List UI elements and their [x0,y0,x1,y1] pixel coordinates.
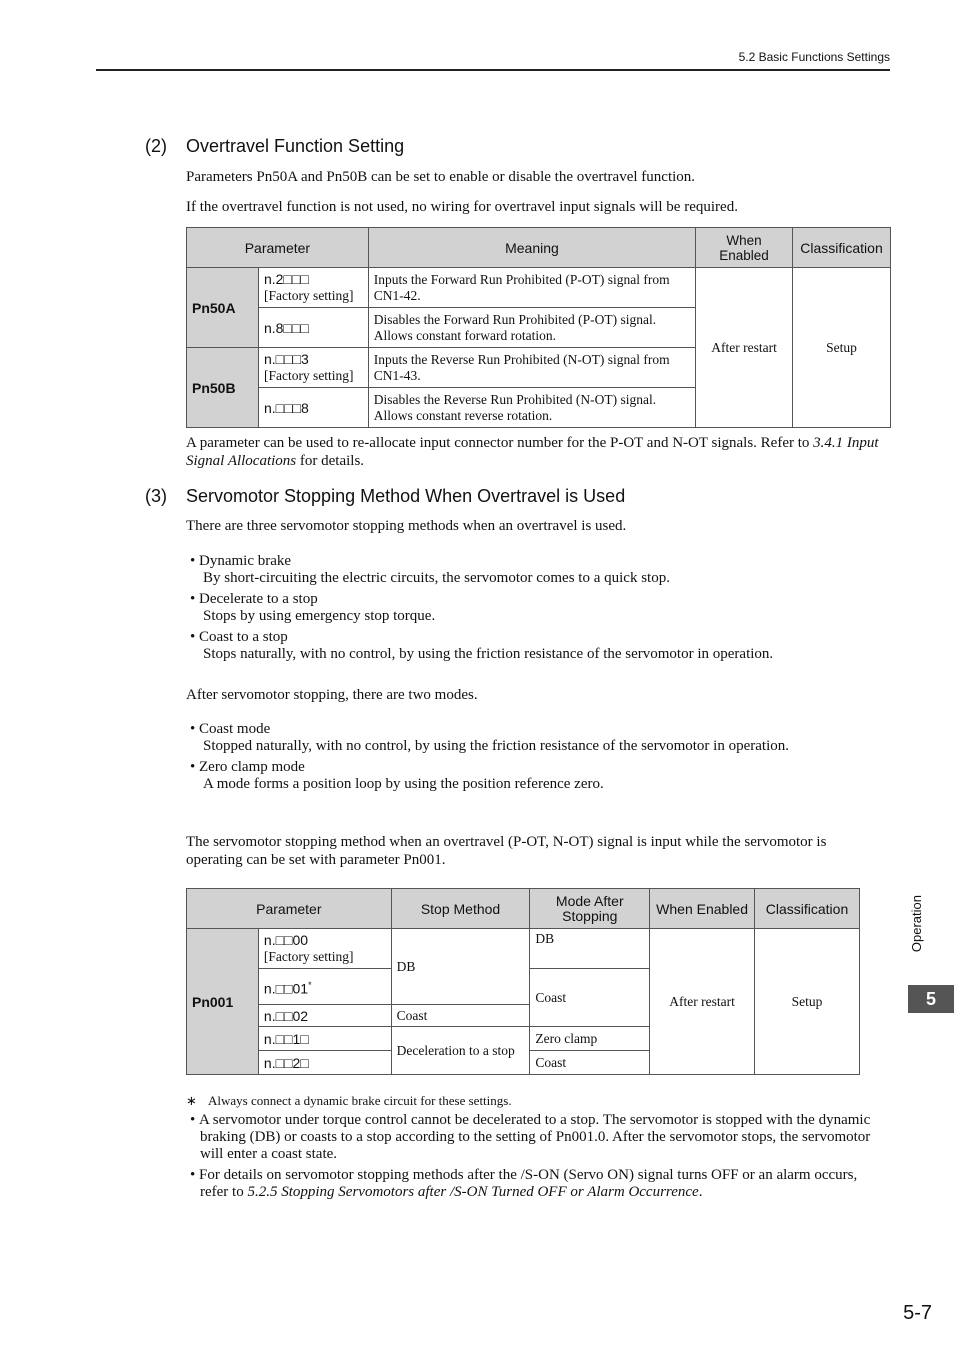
after-para-text-b: for details. [296,453,365,469]
modes-intro: After servomotor stopping, there are two modes. [186,687,478,703]
stop-method-db: DB [391,929,530,1005]
classification-value: Setup [792,268,890,428]
stopping-methods-list [190,553,890,667]
mode-desc: Stopped naturally, with no control, by using the friction resistance of the servomotor in operation. [203,738,789,754]
list-item [190,1167,885,1201]
factory-note: [Factory setting] [263,288,354,303]
list-item [190,1112,885,1163]
section-2-para-1: Parameters Pn50A and Pn50B can be set to enable or disable the overtravel function. [186,169,696,185]
section-3-number: (3) [145,486,167,506]
list-item [190,759,890,793]
stop-method-coast: Coast [391,1005,530,1027]
section-2-number: (2) [145,136,167,156]
table-row [258,268,368,308]
stopping-method-table [186,888,860,1075]
note-2-text-a: • For details on servomotor stopping methods after the /S-ON (Servo ON) signal turns OFF or an alarm occurs, refer to [190,1167,857,1200]
col-header-parameter: Parameter [187,889,392,929]
list-item [190,629,890,663]
factory-note: [Factory setting] [263,368,354,383]
param-code: n.8□□□ [258,308,368,348]
method-title: • Coast to a stop [190,629,288,645]
note-1: • A servomotor under torque control cannot be decelerated to a stop. The servomotor is stopped with the dynamic braking (DB) or coasts to a stop according to the setting of Pn001.0. After the servomotor stops, the servomotor will enter a coast state. [190,1112,870,1162]
param-code: n.□□□8 [258,388,368,428]
method-desc: Stops by using emergency stop torque. [203,608,436,624]
footnote-marker: * [308,979,312,990]
footnote-text: Always connect a dynamic brake circuit for these settings. [208,1093,512,1108]
input-signal-allocations-link[interactable]: 3.4.1 Input Signal Allocations [186,435,879,469]
when-enabled-value: After restart [650,929,755,1075]
mode-title: • Coast mode [190,721,270,737]
param-code: n.□□00 [263,932,309,948]
col-header-mode-after-stopping: Mode After Stopping [530,889,650,929]
param-code: n.□□02 [258,1005,391,1027]
param-code: n.□□1□ [258,1027,391,1051]
table-row [258,929,391,969]
col-header-when-enabled: When Enabled [696,228,793,268]
table-row [258,348,368,388]
list-item [190,553,890,587]
section-2-after-para [186,434,891,470]
param-meaning: Inputs the Reverse Run Prohibited (N-OT) signal from CN1-43. [368,348,695,388]
section-3-intro: There are three servomotor stopping methods when an overtravel is used. [186,518,627,534]
param-pn50a: Pn50A [187,268,259,348]
section-3-heading [145,486,625,507]
overtravel-table [186,227,891,428]
param-code: n.□□01 [263,980,309,997]
param-code: n.2□□□ [263,271,309,287]
section-2-heading [145,136,404,157]
mode-desc: A mode forms a position loop by using the position reference zero. [203,776,604,792]
param-code: n.□□□3 [263,351,309,367]
page-number: 5-7 [903,1302,932,1324]
header-rule [96,69,890,71]
mode-title: • Zero clamp mode [190,759,305,775]
section-2-para-2: If the overtravel function is not used, no wiring for overtravel input signals will be required. [186,199,738,215]
notes-list [190,1112,885,1205]
note-2-text-b: . [698,1184,703,1200]
classification-value: Setup [755,929,860,1075]
col-header-stop-method: Stop Method [391,889,530,929]
sidebar-chapter-label: Operation [909,895,924,953]
footnote [186,1093,512,1109]
stopping-servomotors-link[interactable]: 5.2.5 Stopping Servomotors after /S-ON Turned OFF or Alarm Occurrence [247,1184,699,1200]
param-code: n.□□2□ [258,1051,391,1075]
when-enabled-value: After restart [696,268,793,428]
param-meaning: Disables the Forward Run Prohibited (P-OT) signal. Allows constant forward rotation. [368,308,695,348]
param-meaning: Inputs the Forward Run Prohibited (P-OT) signal from CN1-42. [368,268,695,308]
method-desc: Stops naturally, with no control, by using the friction resistance of the servomotor in operation. [203,646,774,662]
col-header-meaning: Meaning [368,228,695,268]
after-para-text-a: A parameter can be used to re-allocate input connector number for the P-OT and N-OT signals. Refer to [186,435,814,451]
method-desc: By short-circuiting the electric circuits, the servomotor comes to a quick stop. [203,570,670,586]
list-item [190,591,890,625]
col-header-when-enabled: When Enabled [650,889,755,929]
table-row [258,969,391,1005]
col-header-classification: Classification [755,889,860,929]
col-header-parameter: Parameter [187,228,369,268]
stop-method-decel: Deceleration to a stop [391,1027,530,1075]
method-title: • Dynamic brake [190,553,291,569]
section-2-title: Overtravel Function Setting [186,136,405,156]
pn001-para: The servomotor stopping method when an overtravel (P-OT, N-OT) signal is input while the servomotor is operating can be set with parameter Pn001. [186,834,827,868]
factory-note: [Factory setting] [263,949,354,964]
chapter-tab: 5 [908,985,954,1013]
param-meaning: Disables the Reverse Run Prohibited (N-OT) signal. Allows constant reverse rotation. [368,388,695,428]
mode-coast: Coast [530,969,650,1027]
param-pn50b: Pn50B [187,348,259,428]
running-header: 5.2 Basic Functions Settings [738,50,890,64]
stopping-modes-list [190,721,890,797]
param-pn001: Pn001 [187,929,259,1075]
list-item [190,721,890,755]
mode-zero-clamp: Zero clamp [530,1027,650,1051]
mode-db: DB [530,929,650,969]
section-3-title: Servomotor Stopping Method When Overtravel is Used [186,486,626,506]
footnote-mark: ∗ [186,1093,197,1108]
col-header-classification: Classification [792,228,890,268]
method-title: • Decelerate to a stop [190,591,318,607]
mode-coast-2: Coast [530,1051,650,1075]
